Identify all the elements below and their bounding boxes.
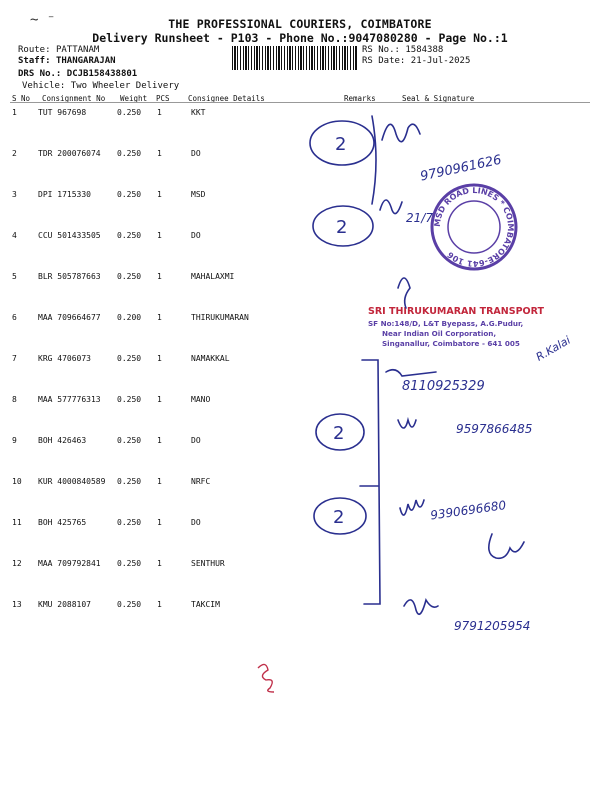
remark-brackets: [360, 116, 380, 604]
cell-weight: 0.250: [117, 600, 142, 609]
cell-pcs: 1: [157, 395, 162, 404]
cell-pcs: 1: [157, 231, 162, 240]
cell-consignee: THIRUKUMARAN: [191, 313, 249, 322]
col-header-seal: Seal & Signature: [402, 94, 475, 103]
remark-circles: [310, 121, 374, 534]
cell-weight: 0.250: [117, 190, 142, 199]
cell-pcs: 1: [157, 354, 162, 363]
cell-sno: 11: [12, 518, 22, 527]
rs-date-value: 21-Jul-2025: [410, 56, 471, 66]
cell-sno: 12: [12, 559, 22, 568]
cell-consignee: NRFC: [191, 477, 211, 486]
cell-pcs: 1: [157, 436, 162, 445]
handwritten-numbers: [402, 153, 573, 633]
cell-sno: 3: [12, 190, 17, 199]
cell-sno: 10: [12, 477, 22, 486]
cell-pcs: 1: [157, 149, 162, 158]
route-value: PATTANAM: [55, 45, 100, 55]
staff-label: Staff:: [18, 56, 51, 66]
cell-consignee: DO: [191, 518, 201, 527]
red-pen-scribble: [258, 664, 274, 692]
company-title: THE PROFESSIONAL COURIERS, COIMBATORE: [168, 17, 432, 31]
col-header-remarks: Remarks: [344, 94, 376, 103]
drs-value: DCJB158438801: [66, 69, 138, 79]
cell-sno: 2: [12, 149, 17, 158]
rect-stamp-line-1: SRI THIRUKUMARAN TRANSPORT: [368, 306, 544, 317]
cell-sno: 4: [12, 231, 17, 240]
remark-count-9: 2: [333, 423, 345, 444]
rs-no-label: RS No.:: [362, 45, 400, 55]
cell-weight: 0.200: [117, 313, 142, 322]
col-header-pcs: PCS: [156, 94, 170, 103]
cell-weight: 0.250: [117, 354, 142, 363]
drs-label: DRS No.:: [18, 69, 62, 79]
col-header-consignee: Consignee Details: [188, 94, 265, 103]
cell-consignee: TAKCIM: [191, 600, 220, 609]
cell-weight: 0.250: [117, 108, 142, 117]
cell-consignment: BOH 425765: [38, 518, 87, 527]
rect-stamp-line-4: Singanallur, Coimbatore - 641 005: [382, 339, 520, 348]
cell-pcs: 1: [157, 272, 162, 281]
cell-weight: 0.250: [117, 395, 142, 404]
cell-consignee: SENTHUR: [191, 559, 225, 568]
vehicle-label: Vehicle:: [22, 81, 66, 91]
cell-consignment: TUT 967698: [38, 108, 87, 117]
cell-pcs: 1: [157, 559, 162, 568]
rect-stamp-line-3: Near Indian Oil Corporation,: [382, 329, 497, 338]
cell-consignee: MAHALAXMI: [191, 272, 235, 281]
runsheet-subtitle: Delivery Runsheet - P103 - Phone No.:9047080280 - Page No.:1: [92, 31, 508, 45]
rect-stamp-line-2: SF No:148/D, L&T Byepass, A.G.Pudur,: [368, 319, 524, 328]
cell-weight: 0.250: [117, 559, 142, 568]
col-header-sno: S No: [12, 94, 31, 103]
cell-consignee: DO: [191, 436, 201, 445]
cell-weight: 0.250: [117, 477, 142, 486]
rs-no-value: 1584388: [405, 45, 444, 55]
handwritten-phone-9: 9597866485: [456, 422, 533, 436]
remark-count-4: 2: [336, 217, 348, 238]
cell-consignment: MAA 709664677: [38, 313, 101, 322]
rect-stamp: [368, 306, 545, 348]
handwritten-phone-1: 9790961626: [418, 152, 503, 185]
handwritten-phone-7: 8110925329: [402, 379, 485, 394]
cell-sno: 5: [12, 272, 17, 281]
cell-consignee: NAMAKKAL: [191, 354, 230, 363]
cell-consignment: BLR 505787663: [38, 272, 101, 281]
cell-pcs: 1: [157, 518, 162, 527]
cell-consignment: TDR 200076074: [38, 149, 101, 158]
cell-consignee: DO: [191, 149, 201, 158]
remark-counts: [333, 134, 347, 528]
cell-consignment: KRG 4706073: [38, 354, 91, 363]
cell-sno: 7: [12, 354, 17, 363]
cell-consignment: KUR 4000840589: [38, 477, 106, 486]
col-header-consignment: Consignment No: [42, 94, 106, 103]
cell-consignment: MAA 577776313: [38, 395, 101, 404]
cell-pcs: 1: [157, 600, 162, 609]
cell-consignee: KKT: [191, 108, 206, 117]
round-stamp: [432, 185, 516, 269]
cell-pcs: 1: [157, 190, 162, 199]
staff-value: THANGARAJAN: [55, 56, 116, 66]
route-label: Route:: [18, 45, 51, 55]
col-header-weight: Weight: [120, 94, 148, 103]
cell-weight: 0.250: [117, 272, 142, 281]
remark-count-11: 2: [333, 507, 345, 528]
handwritten-date: 21/7: [406, 211, 433, 225]
cell-sno: 6: [12, 313, 17, 322]
cell-weight: 0.250: [117, 149, 142, 158]
cell-sno: 13: [12, 600, 22, 609]
vehicle-value: Two Wheeler Delivery: [70, 81, 180, 91]
cell-sno: 8: [12, 395, 17, 404]
cell-consignee: DO: [191, 231, 201, 240]
remark-count-1: 2: [335, 134, 347, 155]
corner-mark: ~ ⁻: [30, 12, 56, 28]
cell-sno: 1: [12, 108, 17, 117]
handwritten-phone-13: 9791205954: [454, 619, 531, 633]
cell-pcs: 1: [157, 313, 162, 322]
cell-consignee: MSD: [191, 190, 206, 199]
cell-pcs: 1: [157, 477, 162, 486]
cell-consignment: DPI 1715330: [38, 190, 91, 199]
rs-date-label: RS Date:: [362, 56, 406, 66]
cell-weight: 0.250: [117, 231, 142, 240]
handwritten-initials: R.Kalai: [533, 333, 573, 364]
cell-weight: 0.250: [117, 436, 142, 445]
cell-sno: 9: [12, 436, 17, 445]
cell-consignee: MANO: [191, 395, 211, 404]
cell-pcs: 1: [157, 108, 162, 117]
cell-weight: 0.250: [117, 518, 142, 527]
cell-consignment: BOH 426463: [38, 436, 87, 445]
cell-consignment: KMU 2088107: [38, 600, 91, 609]
handwritten-phone-11: 9390696680: [429, 498, 507, 523]
cell-consignment: MAA 709792841: [38, 559, 101, 568]
cell-consignment: CCU 501433505: [38, 231, 101, 240]
round-stamp-text: MSD ROAD LINES * COIMBATORE-641 106: [432, 185, 516, 269]
